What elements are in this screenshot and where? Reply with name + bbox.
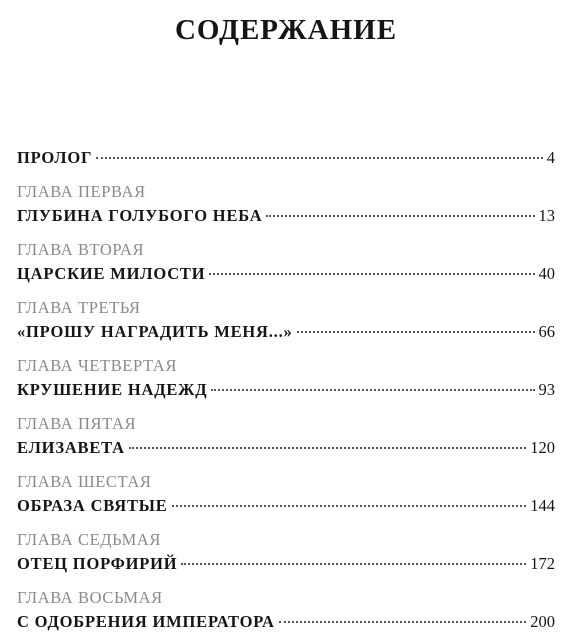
dot-leader — [181, 563, 526, 565]
dot-leader — [266, 215, 534, 217]
toc-entry-chapter-7 — [17, 528, 555, 576]
entry-title: ЦАРСКИЕ МИЛОСТИ — [17, 264, 206, 283]
page-number: 13 — [538, 206, 555, 225]
page-number: 66 — [538, 322, 555, 341]
chapter-number: ГЛАВА ЧЕТВЕРТАЯ — [17, 356, 177, 375]
entry-title: ЕЛИЗАВЕТА — [17, 438, 125, 457]
entry-title: ПРОЛОГ — [17, 148, 93, 167]
page-number: 144 — [530, 496, 555, 515]
toc-entry-line[interactable] — [17, 436, 555, 460]
dot-leader — [279, 621, 527, 623]
toc-entry-chapter-5 — [17, 412, 555, 460]
entry-title: ГЛУБИНА ГОЛУБОГО НЕБА — [17, 206, 263, 225]
dot-leader — [297, 331, 535, 333]
page-number: 4 — [546, 148, 555, 167]
entry-title: ОБРАЗА СВЯТЫЕ — [17, 496, 168, 515]
entry-title: «ПРОШУ НАГРАДИТЬ МЕНЯ...» — [17, 322, 293, 341]
dot-leader — [129, 447, 526, 449]
chapter-number: ГЛАВА ВТОРАЯ — [17, 240, 145, 259]
table-of-contents — [17, 146, 555, 644]
toc-entry-line[interactable] — [17, 610, 555, 634]
toc-entry-line[interactable] — [17, 146, 555, 170]
page-number: 93 — [538, 380, 555, 399]
dot-leader — [211, 389, 534, 391]
entry-title: ОТЕЦ ПОРФИРИЙ — [17, 554, 178, 573]
toc-entry-line[interactable] — [17, 204, 555, 228]
toc-entry-line[interactable] — [17, 262, 555, 286]
toc-entry-line[interactable] — [17, 494, 555, 518]
chapter-number: ГЛАВА ПЕРВАЯ — [17, 182, 146, 201]
toc-entry-line[interactable] — [17, 378, 555, 402]
toc-entry-chapter-8 — [17, 586, 555, 634]
dot-leader — [209, 273, 534, 275]
chapter-number: ГЛАВА ПЯТАЯ — [17, 414, 137, 433]
page-number: 200 — [530, 612, 555, 631]
page-number: 40 — [538, 264, 555, 283]
toc-entry-chapter-6 — [17, 470, 555, 518]
page-number: 172 — [530, 554, 555, 573]
toc-entry-prologue — [17, 146, 555, 170]
toc-entry-chapter-3 — [17, 296, 555, 344]
toc-entry-chapter-4 — [17, 354, 555, 402]
chapter-number: ГЛАВА ШЕСТАЯ — [17, 472, 152, 491]
page-title: СОДЕРЖАНИЕ — [174, 14, 398, 46]
entry-title: КРУШЕНИЕ НАДЕЖД — [17, 380, 208, 399]
dot-leader — [96, 157, 542, 159]
chapter-number: ГЛАВА ВОСЬМАЯ — [17, 588, 163, 607]
chapter-number: ГЛАВА СЕДЬМАЯ — [17, 530, 161, 549]
toc-entry-line[interactable] — [17, 552, 555, 576]
toc-entry-chapter-2 — [17, 238, 555, 286]
page-number: 120 — [530, 438, 555, 457]
dot-leader — [172, 505, 527, 507]
toc-entry-chapter-1 — [17, 180, 555, 228]
chapter-number: ГЛАВА ТРЕТЬЯ — [17, 298, 141, 317]
toc-entry-line[interactable] — [17, 320, 555, 344]
entry-title: С ОДОБРЕНИЯ ИМПЕРАТОРА — [17, 612, 275, 631]
